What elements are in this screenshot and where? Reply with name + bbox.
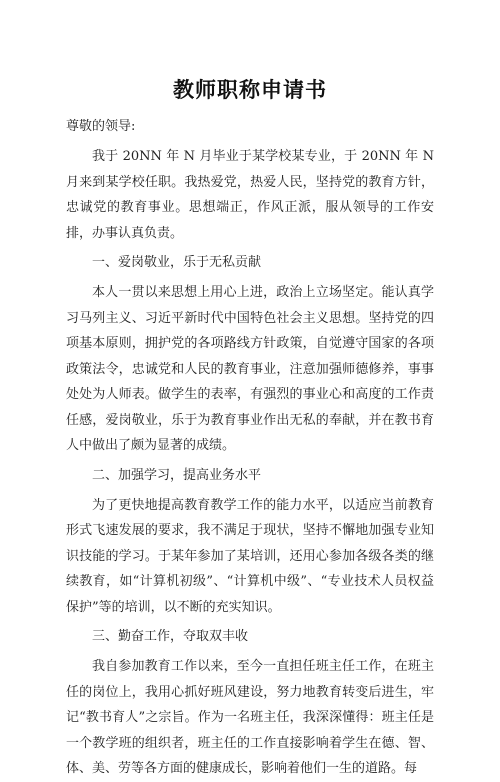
section-heading-1: 一、爱岗敬业，乐于无私贡献 xyxy=(92,255,262,270)
salutation: 尊敬的领导: xyxy=(66,119,136,134)
section-heading-3: 三、勤奋工作，夺取双丰收 xyxy=(92,629,249,644)
section-body-3: 我自参加教育工作以来，至今一直担任班主任工作，在班主任的岗位上，我用心抓好班风建设，努力地教育转变后进生，牢记“教书育人”之宗旨。作为一名班主任，我深深懂得：班主任是一个教学班的组织者，班主任的工作直接影响着学生在德、智、体、美、劳等各方面的健康成长，影响着他们一生的道路。每 xyxy=(66,659,434,776)
section-body-2: 为了更快地提高教育教学工作的能力水平，以适应当前教育形式飞速发展的要求，我不满足于现状，坚持不懈地加强专业知识技能的学习。于某年参加了某培训，还用心参加各级各类的继续教育，如“计算机初级”、“计算机中级”、“专业技术人员权益保护”等的培训，以不断的充实知识。 xyxy=(66,497,434,615)
document-title: 教师职称申请书 xyxy=(173,78,327,102)
section-body-1: 本人一贯以来思想上用心上进，政治上立场坚定。能认真学习马列主义、习近平新时代中国特色社会主义思想。坚持党的四项基本原则，拥护党的各项路线方针政策，自觉遵守国家的各项政策法令，忠诚党和人民的教育事业，注意加强师德修养，事事处处为人师表。做学生的表率，有强烈的事业心和高度的工作责任感，爱岗敬业，乐于为教育事业作出无私的奉献，并在教书育人中做出了颇为显著的成绩。 xyxy=(66,285,434,453)
intro-paragraph: 我于 20NN 年 N 月毕业于某学校某专业，于 20NN 年 N 月来到某学校任职。我热爱党，热爱人民，坚持党的教育方针，忠诚党的教育事业。思想端正，作风正派，服从领导的工作安排，办事认真负责。 xyxy=(66,149,434,241)
section-heading-2: 二、加强学习，提高业务水平 xyxy=(92,467,262,483)
